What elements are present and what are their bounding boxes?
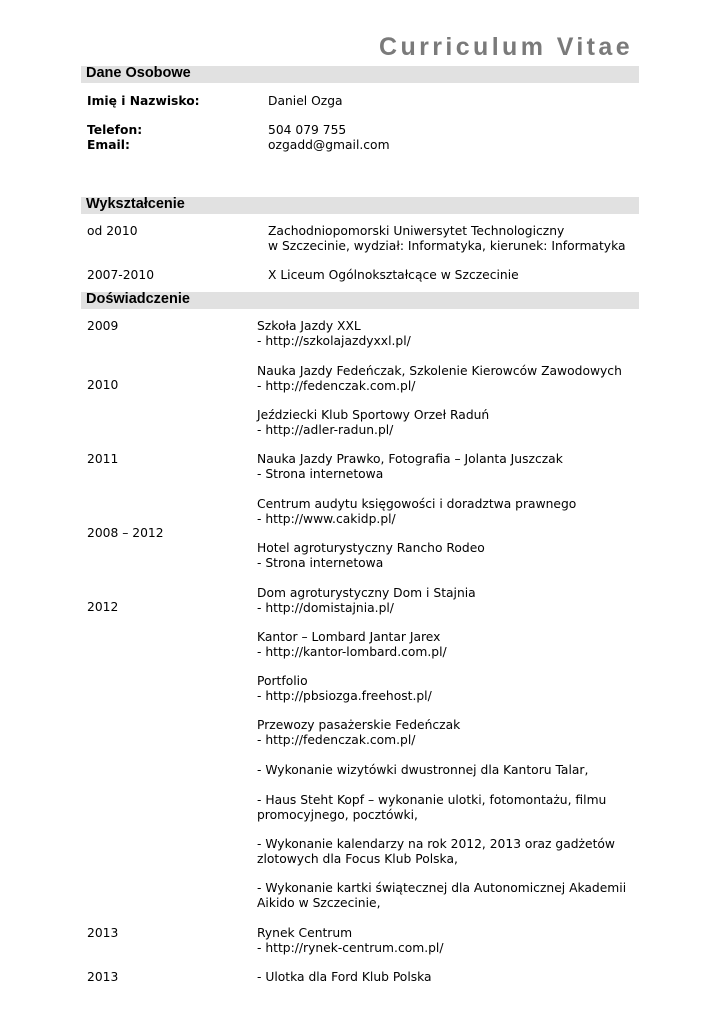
education-period: 2007-2010: [87, 268, 155, 282]
education-line: Zachodniopomorski Uniwersytet Technologiczny: [268, 224, 565, 238]
experience-entry-line: Hotel agroturystyczny Rancho Rodeo: [257, 541, 485, 555]
phone-value: 504 079 755: [268, 123, 347, 137]
experience-entry-line: - Strona internetowa: [257, 467, 384, 481]
email-value: ozgadd@gmail.com: [268, 138, 390, 152]
experience-year: 2013: [87, 926, 119, 940]
experience-entry-line: - http://szkolajazdyxxl.pl/: [257, 334, 411, 348]
experience-entry-line: Portfolio: [257, 674, 308, 688]
experience-entry-line: Jeździecki Klub Sportowy Orzeł Raduń: [257, 408, 490, 422]
phone-label: Telefon:: [87, 123, 143, 137]
email-label: Email:: [87, 138, 130, 152]
experience-year: 2013: [87, 970, 119, 984]
experience-entry-line: - http://domistajnia.pl/: [257, 601, 394, 615]
education-period: od 2010: [87, 224, 138, 238]
experience-entry-line: - http://adler-radun.pl/: [257, 423, 394, 437]
experience-entry-line: Rynek Centrum: [257, 926, 353, 940]
experience-entry-line: - http://fedenczak.com.pl/: [257, 733, 416, 747]
experience-entry-line: Kantor – Lombard Jantar Jarex: [257, 630, 441, 644]
section-title-personal: Dane Osobowe: [86, 65, 191, 81]
experience-year: 2009: [87, 319, 119, 333]
name-value: Daniel Ozga: [268, 94, 343, 108]
experience-entry-line: - Strona internetowa: [257, 556, 384, 570]
experience-entry-line: - http://pbsiozga.freehost.pl/: [257, 689, 432, 703]
experience-year: 2010: [87, 378, 119, 392]
experience-entry-line: - http://rynek-centrum.com.pl/: [257, 941, 444, 955]
experience-entry-line: Aikido w Szczecinie,: [257, 896, 381, 910]
experience-year: 2012: [87, 600, 119, 614]
section-header-experience: [81, 292, 639, 309]
experience-entry-line: Nauka Jazdy Prawko, Fotografia – Jolanta Juszczak: [257, 452, 563, 466]
experience-entry-line: - http://kantor-lombard.com.pl/: [257, 645, 447, 659]
experience-entry-line: Centrum audytu księgowości i doradztwa prawnego: [257, 497, 577, 511]
experience-entry-line: - Wykonanie kartki świątecznej dla Autonomicznej Akademii: [257, 881, 627, 895]
section-title-experience: Doświadczenie: [86, 291, 190, 307]
experience-entry-line: - Haus Steht Kopf – wykonanie ulotki, fotomontażu, filmu: [257, 793, 607, 807]
experience-entry-line: - Wykonanie kalendarzy na rok 2012, 2013 oraz gadżetów: [257, 837, 615, 851]
experience-year: 2011: [87, 452, 119, 466]
section-header-personal: [81, 66, 639, 83]
experience-entry-line: Szkoła Jazdy XXL: [257, 319, 361, 333]
experience-entry-line: - http://fedenczak.com.pl/: [257, 379, 416, 393]
section-header-education: [81, 197, 639, 214]
experience-year: 2008 – 2012: [87, 526, 164, 540]
education-line: X Liceum Ogólnokształcące w Szczecinie: [268, 268, 519, 282]
experience-entry-line: Dom agroturystyczny Dom i Stajnia: [257, 586, 476, 600]
experience-entry-line: zlotowych dla Focus Klub Polska,: [257, 852, 458, 866]
section-title-education: Wykształcenie: [86, 196, 185, 212]
name-label: Imię i Nazwisko:: [87, 94, 200, 108]
experience-entry-line: - Wykonanie wizytówki dwustronnej dla Kantoru Talar,: [257, 763, 589, 777]
experience-entry-line: - http://www.cakidp.pl/: [257, 512, 396, 526]
education-line: w Szczecinie, wydział: Informatyka, kierunek: Informatyka: [268, 239, 626, 253]
experience-entry-line: Nauka Jazdy Fedeńczak, Szkolenie Kierowców Zawodowych: [257, 364, 622, 378]
experience-entry-line: promocyjnego, pocztówki,: [257, 808, 418, 822]
experience-entry-line: - Ulotka dla Ford Klub Polska: [257, 970, 432, 984]
experience-entry-line: Przewozy pasażerskie Fedeńczak: [257, 718, 461, 732]
page-title: Curriculum Vitae: [379, 33, 633, 61]
